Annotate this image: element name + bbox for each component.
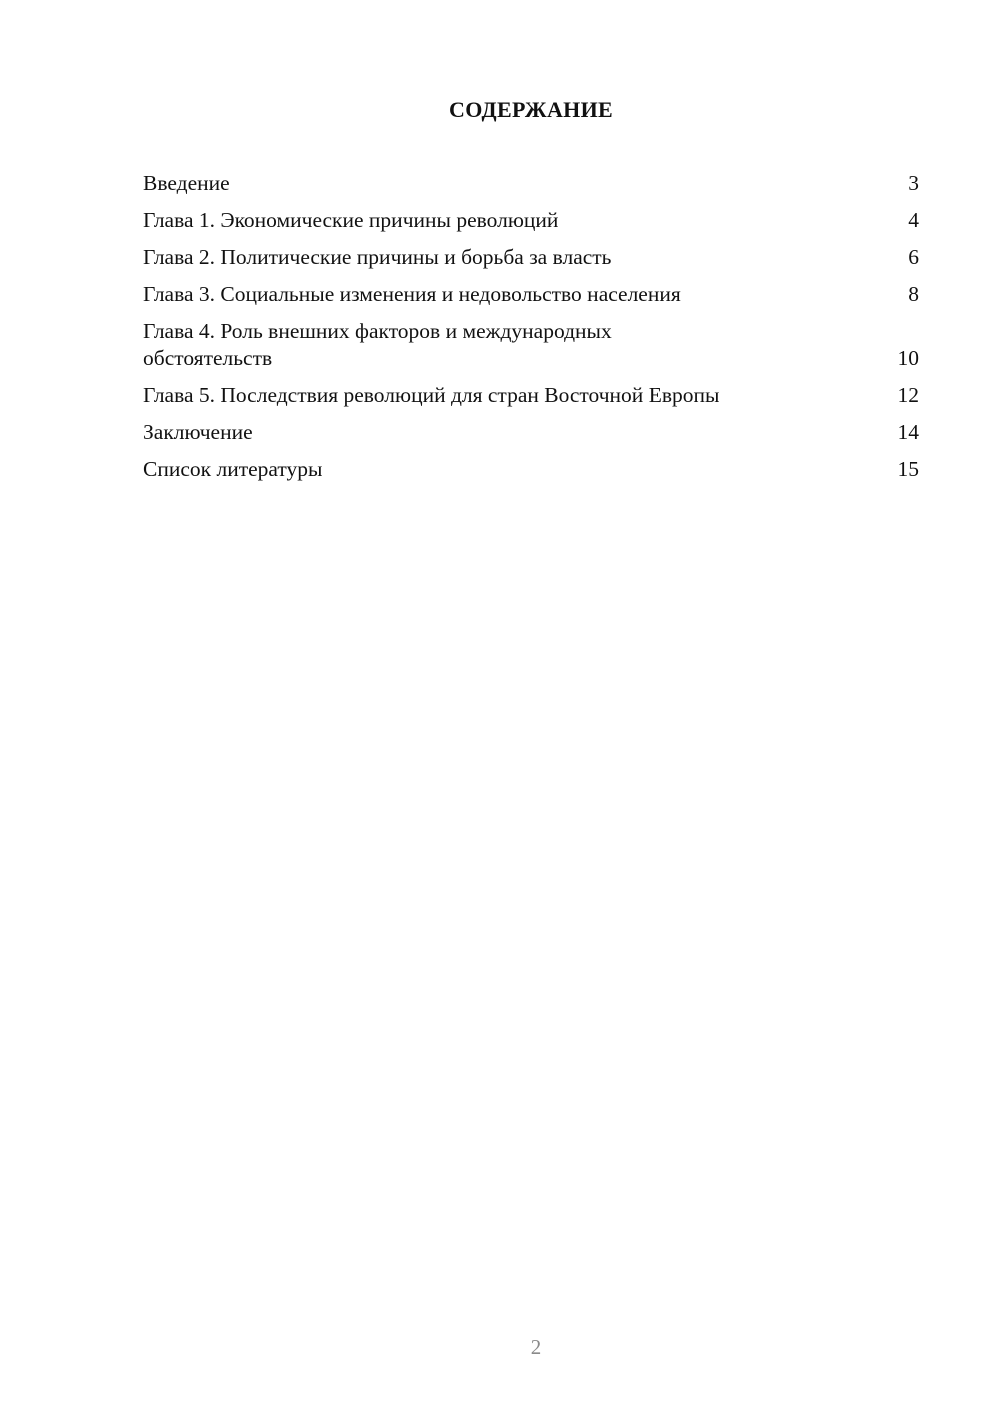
toc-item-label: Список литературы <box>143 457 323 481</box>
toc-item-chapter-2[interactable] <box>143 244 919 271</box>
toc-item-page: 10 <box>897 346 919 370</box>
toc-item-label: Глава 5. Последствия революций для стран Восточной Европы <box>143 383 720 407</box>
toc-item-chapter-3[interactable] <box>143 281 919 308</box>
toc-item-label: Глава 4. Роль внешних факторов и международных обстоятельств <box>143 319 612 370</box>
toc-item-label: Заключение <box>143 420 253 444</box>
toc-list <box>143 170 919 493</box>
toc-item-label: Глава 1. Экономические причины революций <box>143 208 559 232</box>
page-number: 2 <box>530 1335 542 1359</box>
toc-item-page: 3 <box>908 171 919 195</box>
toc-item-chapter-5[interactable] <box>143 382 919 409</box>
toc-item-page: 12 <box>897 383 919 407</box>
toc-item-page: 15 <box>897 457 919 481</box>
toc-item-chapter-4[interactable] <box>143 318 919 372</box>
toc-item-introduction[interactable] <box>143 170 919 197</box>
toc-item-page: 6 <box>908 245 919 269</box>
toc-item-label: Введение <box>143 171 230 195</box>
toc-item-label: Глава 3. Социальные изменения и недовольство населения <box>143 282 681 306</box>
toc-item-page: 8 <box>908 282 919 306</box>
toc-item-label: Глава 2. Политические причины и борьба за власть <box>143 245 612 269</box>
toc-item-conclusion[interactable] <box>143 419 919 446</box>
toc-item-page: 14 <box>897 420 919 444</box>
toc-item-page: 4 <box>908 208 919 232</box>
toc-title: СОДЕРЖАНИЕ <box>449 97 613 122</box>
toc-item-bibliography[interactable] <box>143 456 919 483</box>
toc-item-chapter-1[interactable] <box>143 207 919 234</box>
